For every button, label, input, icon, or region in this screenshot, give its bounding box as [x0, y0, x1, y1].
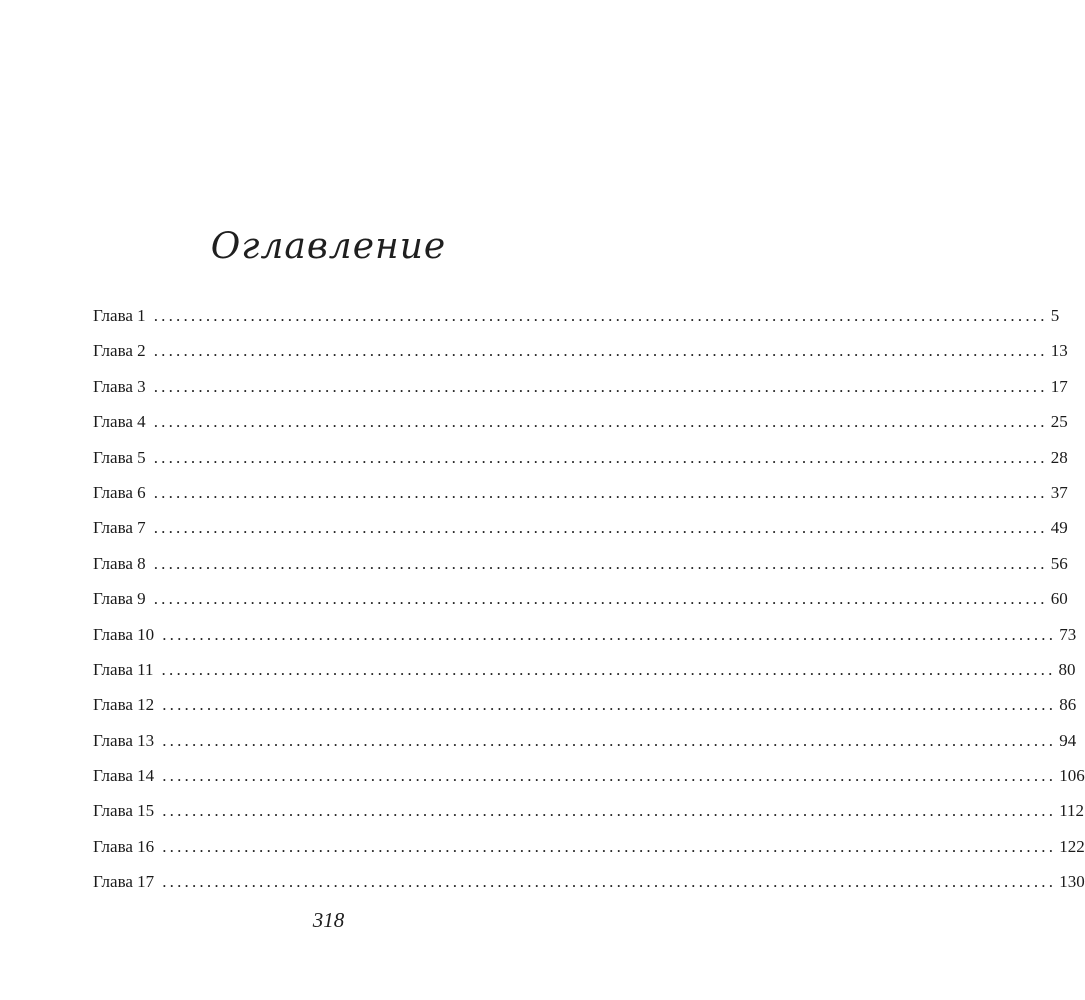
toc-entry — [93, 864, 1085, 899]
toc-entry — [93, 510, 1068, 545]
chapter-label: Глава 13 — [93, 730, 155, 750]
toc-entry — [93, 546, 1068, 581]
dot-leader: ........................................................................................................................ — [153, 376, 1048, 396]
page-number: 318 — [312, 908, 345, 932]
chapter-label: Глава 12 — [93, 695, 155, 715]
dot-leader: ........................................................................................................................ — [153, 341, 1048, 361]
dot-leader: ........................................................................................................................ — [162, 872, 1057, 892]
chapter-page-number: 106 — [1059, 766, 1085, 786]
dot-leader: ........................................................................................................................ — [162, 730, 1057, 750]
toc-entry — [93, 758, 1085, 793]
dot-leader: ........................................................................................................................ — [153, 589, 1048, 609]
toc-entry — [93, 829, 1085, 864]
chapter-page-number: 28 — [1050, 447, 1068, 467]
chapter-label: Глава 1 — [93, 306, 146, 325]
chapter-page-number: 17 — [1050, 376, 1068, 396]
toc-entry — [93, 440, 1068, 475]
toc-entry — [93, 617, 1077, 652]
chapter-page-number: 122 — [1059, 836, 1085, 856]
chapter-label: Глава 15 — [93, 801, 155, 821]
chapter-page-number: 25 — [1050, 412, 1068, 432]
chapter-page-number: 94 — [1059, 730, 1077, 750]
toc-entry — [93, 723, 1077, 758]
dot-leader: ........................................................................................................................ — [153, 412, 1048, 432]
dot-leader: ........................................................................................................................ — [162, 801, 1057, 821]
chapter-page-number: 112 — [1059, 801, 1085, 821]
chapter-label: Глава 11 — [93, 659, 154, 679]
chapter-page-number: 86 — [1059, 695, 1077, 715]
chapter-page-number: 73 — [1059, 624, 1077, 644]
chapter-page-number: 56 — [1050, 553, 1068, 573]
chapter-label: Глава 9 — [93, 589, 146, 609]
chapter-page-number: 49 — [1050, 518, 1068, 538]
chapter-page-number: 80 — [1058, 659, 1076, 679]
chapter-label: Глава 17 — [93, 872, 155, 892]
chapter-label: Глава 6 — [93, 482, 146, 502]
toc-entry — [93, 793, 1085, 828]
dot-leader: ........................................................................................................................ — [162, 766, 1057, 786]
dot-leader: ........................................................................................................................ — [161, 659, 1056, 679]
dot-leader: ........................................................................................................................ — [153, 306, 1048, 325]
dot-leader: ........................................................................................................................ — [153, 482, 1048, 502]
chapter-page-number: 5 — [1050, 306, 1060, 325]
toc-entry — [93, 298, 1060, 333]
dot-leader: ........................................................................................................................ — [162, 836, 1057, 856]
dot-leader: ........................................................................................................................ — [153, 518, 1048, 538]
toc-entry — [93, 687, 1077, 722]
chapter-label: Глава 4 — [93, 412, 146, 432]
chapter-page-number: 60 — [1050, 589, 1068, 609]
chapter-label: Глава 16 — [93, 836, 155, 856]
chapter-label: Глава 14 — [93, 766, 155, 786]
chapter-label: Глава 3 — [93, 376, 146, 396]
toc-entry — [93, 475, 1068, 510]
dot-leader: ........................................................................................................................ — [153, 553, 1048, 573]
toc-entry — [93, 404, 1068, 439]
toc-title: Оглавление — [210, 226, 447, 267]
chapter-label: Глава 10 — [93, 624, 155, 644]
toc-entry — [93, 333, 1068, 368]
toc-entry — [93, 369, 1068, 404]
toc-entry — [93, 581, 1068, 616]
toc-entry — [93, 652, 1076, 687]
chapter-page-number: 13 — [1050, 341, 1068, 361]
chapter-label: Глава 5 — [93, 447, 146, 467]
chapter-page-number: 37 — [1050, 482, 1068, 502]
dot-leader: ........................................................................................................................ — [153, 447, 1048, 467]
chapter-page-number: 130 — [1059, 872, 1085, 892]
dot-leader: ........................................................................................................................ — [162, 624, 1057, 644]
chapter-label: Глава 8 — [93, 553, 146, 573]
toc-list — [93, 298, 1085, 900]
chapter-label: Глава 2 — [93, 341, 146, 361]
dot-leader: ........................................................................................................................ — [162, 695, 1057, 715]
chapter-label: Глава 7 — [93, 518, 146, 538]
